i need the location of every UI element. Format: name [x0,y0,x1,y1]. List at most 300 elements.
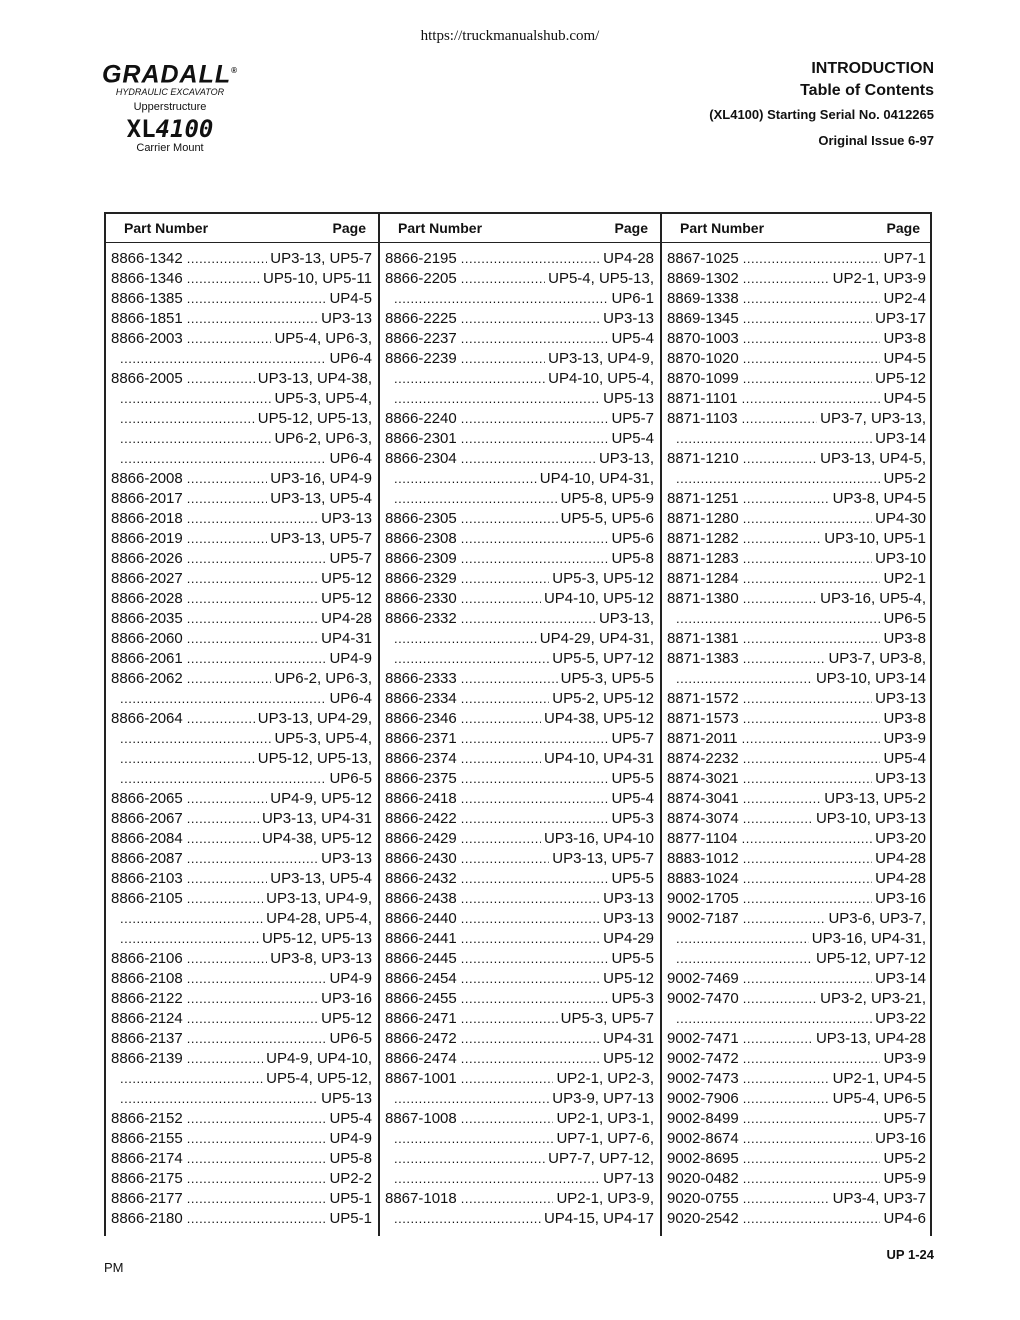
page-reference: UP5-1 [329,1209,372,1227]
table-row [662,368,932,388]
page-reference: UP6-4 [329,349,372,367]
table-row [662,1168,932,1188]
table-row [662,948,932,968]
part-number: 8866-2060 [111,629,183,647]
page-reference: UP3-13, UP4-38, [257,369,372,387]
page-reference: UP3-22 [875,1009,926,1027]
page-reference: UP5-8 [329,1149,372,1167]
dot-leader [461,451,596,466]
dot-leader [187,891,263,906]
page-reference: UP5-4, UP5-13, [548,269,654,287]
dot-leader [187,491,268,506]
page-reference: UP4-38, UP5-12 [543,709,654,727]
table-row [106,728,378,748]
page-reference: UP5-5 [611,949,654,967]
page-reference: UP4-28 [875,849,926,867]
table-row [106,1148,378,1168]
dot-leader [461,831,541,846]
dot-leader [743,1151,881,1166]
page-reference: UP3-13, UP5-7 [270,529,372,547]
table-row [380,788,660,808]
page-reference: UP4-15, UP4-17 [543,1209,654,1227]
table-row [106,248,378,268]
table-row [106,568,378,588]
table-row [380,928,660,948]
table-row [106,1188,378,1208]
part-number: 8871-1251 [667,489,739,507]
part-number: 8866-2374 [385,749,457,767]
page-header [709,58,934,154]
part-number: 8871-1103 [667,409,738,427]
part-number: 8866-2139 [111,1049,183,1067]
dot-leader [743,551,872,566]
table-row [662,708,932,728]
dot-leader [120,911,263,926]
part-number: 8866-2084 [111,829,183,847]
table-row [662,508,932,528]
dot-leader [461,611,596,626]
part-number: 9002-7906 [667,1089,739,1107]
page-reference: UP5-12 [603,969,654,987]
dot-leader [187,271,260,286]
page-reference: UP5-12 [321,589,372,607]
table-row [380,348,660,368]
page-reference: UP5-4, UP6-5 [832,1089,926,1107]
table-row [380,848,660,868]
table-row [106,908,378,928]
part-number: 8866-2017 [111,489,183,507]
part-number: 8866-2371 [385,729,457,747]
part-number: 8866-2067 [111,809,183,827]
part-number: 8866-2304 [385,449,457,467]
page-reference: UP3-16 [875,1129,926,1147]
dot-leader [394,1171,600,1186]
table-row [106,268,378,288]
page-reference: UP4-10, UP5-12 [543,589,654,607]
table-row [106,688,378,708]
page-reference: UP3-13 [875,689,926,707]
serial-number: (XL4100) Starting Serial No. 0412265 [709,107,934,122]
table-row [662,1128,932,1148]
part-number: 8874-3041 [667,789,739,807]
page-reference: UP5-4, UP6-3, [274,329,372,347]
page-reference: UP3-9 [883,1049,926,1067]
table-row [380,1028,660,1048]
part-number: 8869-1345 [667,309,739,327]
table-row [106,828,378,848]
table-row [662,748,932,768]
part-number: 8871-1284 [667,569,739,587]
part-number: 8866-2305 [385,509,457,527]
dot-leader [461,851,550,866]
page-reference: UP4-30 [875,509,926,527]
table-row [380,768,660,788]
dot-leader [743,691,872,706]
part-number: 8866-2064 [111,709,183,727]
page-reference: UP3-13 [603,309,654,327]
table-row [106,1048,378,1068]
page-reference: UP3-13 [321,849,372,867]
part-number: 8866-2422 [385,809,457,827]
page-reference: UP5-4 [883,749,926,767]
part-number: 8866-2333 [385,669,457,687]
dot-leader [187,611,318,626]
page-reference: UP3-13 [875,769,926,787]
page-reference: UP3-10, UP5-1 [824,529,926,547]
table-row [380,248,660,268]
part-number: 8866-2062 [111,669,183,687]
page-reference: UP4-31 [603,1029,654,1047]
dot-leader [461,311,600,326]
page-reference: UP5-4 [611,789,654,807]
dot-leader [743,451,817,466]
table-row [662,628,932,648]
dot-leader [187,371,255,386]
page-reference: UP5-9 [883,1169,926,1187]
dot-leader [461,811,609,826]
dot-leader [743,1111,881,1126]
part-number: 8883-1024 [667,869,739,887]
dot-leader [461,1111,554,1126]
part-number: 8866-2239 [385,349,457,367]
page-reference: UP3-10, UP3-14 [815,669,926,687]
dot-leader [676,471,880,486]
dot-leader [743,311,872,326]
table-row [380,428,660,448]
header-part-number: Part Number [124,220,209,236]
page-reference: UP5-3, UP5-4, [274,389,372,407]
dot-leader [187,331,272,346]
page-reference: UP6-4 [329,689,372,707]
table-row [380,1148,660,1168]
table-row [662,428,932,448]
part-number: 8871-1380 [667,589,739,607]
page-reference: UP5-3 [611,809,654,827]
page-reference: UP3-13, UP4-9, [548,349,654,367]
table-row [380,648,660,668]
table-row [662,988,932,1008]
dot-leader [461,1191,554,1206]
page-reference: UP3-9 [883,729,926,747]
table-row [106,948,378,968]
part-number: 8866-2180 [111,1209,183,1227]
page-reference: UP4-29, UP4-31, [539,629,654,647]
part-number: 8866-2205 [385,269,457,287]
table-row [380,1068,660,1088]
table-row [662,548,932,568]
part-number: 8866-1346 [111,269,183,287]
column-header [380,214,660,243]
table-row [380,488,660,508]
table-row [106,408,378,428]
page-reference: UP4-28, UP5-4, [266,909,372,927]
table-row [106,1008,378,1028]
page-reference: UP4-5 [883,349,926,367]
part-number: 8869-1302 [667,269,739,287]
index-column-2 [380,214,662,1236]
part-number: 9002-7187 [667,909,739,927]
part-number: 8866-2195 [385,249,457,267]
page-reference: UP3-14 [875,969,926,987]
page-reference: UP3-6, UP3-7, [828,909,926,927]
page-reference: UP3-16, UP4-31, [811,929,926,947]
page-reference: UP3-7, UP3-8, [828,649,926,667]
dot-leader [743,971,872,986]
table-row [380,688,660,708]
parts-index-table [104,212,932,1236]
dot-leader [394,651,549,666]
page-reference: UP3-13, UP4-9, [266,889,372,907]
gradall-logo [100,58,240,154]
table-row [106,288,378,308]
page-reference: UP4-9, UP5-12 [270,789,372,807]
dot-leader [676,611,880,626]
dot-leader [394,1131,553,1146]
dot-leader [461,551,609,566]
table-row [380,748,660,768]
table-row [106,368,378,388]
dot-leader [394,631,537,646]
part-number: 8866-2375 [385,769,457,787]
page-reference: UP3-8 [883,629,926,647]
table-row [380,1128,660,1148]
dot-leader [187,1031,327,1046]
page-reference: UP5-3, UP5-4, [274,729,372,747]
page-reference: UP5-2, UP5-12 [552,689,654,707]
table-row [662,1028,932,1048]
dot-leader [187,811,259,826]
page-reference: UP7-7, UP7-12, [548,1149,654,1167]
dot-leader [461,271,545,286]
dot-leader [394,371,545,386]
dot-leader [461,511,558,526]
dot-leader [461,771,609,786]
table-row [106,428,378,448]
part-number: 8866-2018 [111,509,183,527]
page-reference: UP5-13 [603,389,654,407]
dot-leader [187,511,318,526]
dot-leader [120,751,255,766]
table-row [380,888,660,908]
part-number: 8870-1020 [667,349,739,367]
dot-leader [187,1011,318,1026]
table-row [662,868,932,888]
dot-leader [461,911,600,926]
dot-leader [676,951,813,966]
dot-leader [743,1091,830,1106]
dot-leader [743,1071,830,1086]
table-row [662,688,932,708]
part-number: 8866-2106 [111,949,183,967]
part-number: 8866-2418 [385,789,457,807]
table-row [662,588,932,608]
table-row [662,288,932,308]
page-reference: UP6-2, UP6-3, [274,429,372,447]
part-number: 8866-2334 [385,689,457,707]
part-number: 8866-2445 [385,949,457,967]
part-number: 8867-1001 [385,1069,457,1087]
page-reference: UP3-2, UP3-21, [820,989,926,1007]
table-row [106,1168,378,1188]
dot-leader [461,991,609,1006]
page-reference: UP4-5 [329,289,372,307]
dot-leader [187,1111,327,1126]
page-reference: UP5-3, UP5-12 [552,569,654,587]
part-number: 9002-7470 [667,989,739,1007]
part-number: 8866-2474 [385,1049,457,1067]
page-reference: UP3-13 [603,889,654,907]
table-row [106,608,378,628]
brand-name: GRADALL® [101,60,239,89]
part-number: 8866-2471 [385,1009,457,1027]
part-number: 9002-7473 [667,1069,739,1087]
section-title: INTRODUCTION [811,60,934,77]
table-row [662,248,932,268]
dot-leader [743,1031,813,1046]
part-number: 8866-1342 [111,249,183,267]
part-number: 8871-1101 [667,389,738,407]
table-row [380,728,660,748]
header-part-number: Part Number [398,220,483,236]
table-row [106,968,378,988]
dot-leader [187,791,268,806]
dot-leader [461,691,550,706]
table-row [662,808,932,828]
page-reference: UP5-4 [611,329,654,347]
dot-leader [394,391,600,406]
table-row [106,1068,378,1088]
page-reference: UP4-28 [603,249,654,267]
part-number: 8870-1003 [667,329,739,347]
index-column-1 [106,214,380,1236]
dot-leader [187,1211,327,1226]
page-reference: UP4-29 [603,929,654,947]
part-number: 8866-2137 [111,1029,183,1047]
part-number: 8866-2454 [385,969,457,987]
table-row [380,608,660,628]
page-reference: UP4-31 [321,629,372,647]
page-reference: UP3-13, UP4-31 [261,809,372,827]
page-reference: UP4-38, UP5-12 [261,829,372,847]
part-number: 8869-1338 [667,289,739,307]
table-row [662,448,932,468]
part-number: 8866-2309 [385,549,457,567]
page-reference: UP3-13 [321,309,372,327]
page-reference: UP6-4 [329,449,372,467]
page-reference: UP3-8 [883,329,926,347]
table-row [106,708,378,728]
table-row [380,1088,660,1108]
dot-leader [743,591,817,606]
dot-leader [187,1191,327,1206]
part-number: 8866-2440 [385,909,457,927]
page-reference: UP5-12, UP5-13 [261,929,372,947]
header-page: Page [614,220,648,236]
table-row [106,548,378,568]
page-reference: UP6-5 [329,1029,372,1047]
page-reference: UP5-12, UP5-13, [257,749,372,767]
column-rows [662,243,932,1228]
dot-leader [742,411,817,426]
page-reference: UP5-6 [611,529,654,547]
part-number: 8866-2124 [111,1009,183,1027]
page-reference: UP3-10 [875,549,926,567]
page-reference: UP5-12 [875,369,926,387]
table-row [380,868,660,888]
part-number: 8867-1025 [667,249,739,267]
part-number: 8871-1282 [667,529,739,547]
table-row [380,948,660,968]
part-number: 8866-2429 [385,829,457,847]
page-reference: UP5-13 [321,1089,372,1107]
table-row [662,528,932,548]
table-row [106,748,378,768]
page-reference: UP5-12 [603,1049,654,1067]
part-number: 8866-2008 [111,469,183,487]
page-reference: UP5-4 [329,1109,372,1127]
table-row [106,488,378,508]
part-number: 8866-2330 [385,589,457,607]
part-number: 8866-2332 [385,609,457,627]
dot-leader [461,411,609,426]
dot-leader [461,711,541,726]
page-reference: UP4-28 [875,869,926,887]
dot-leader [187,711,255,726]
dot-leader [394,1151,545,1166]
page-reference: UP4-10, UP5-4, [548,369,654,387]
dot-leader [742,391,881,406]
dot-leader [461,791,609,806]
page-reference: UP4-9, UP4-10, [266,1049,372,1067]
page-reference: UP3-20 [875,829,926,847]
column-rows [380,243,660,1228]
part-number: 8866-2225 [385,309,457,327]
source-url[interactable]: https://truckmanualshub.com/ [420,28,600,44]
dot-leader [743,1211,881,1226]
page-reference: UP5-3, UP5-7 [560,1009,654,1027]
dot-leader [461,1051,600,1066]
part-number: 8874-3074 [667,809,739,827]
dot-leader [187,651,327,666]
page-reference: UP5-4, UP5-12, [266,1069,372,1087]
part-number: 8866-2108 [111,969,183,987]
part-number: 8866-2155 [111,1129,183,1147]
dot-leader [743,291,881,306]
dot-leader [461,1031,600,1046]
dot-leader [120,731,271,746]
page-reference: UP4-10, UP4-31, [539,469,654,487]
page-reference: UP5-1 [329,1189,372,1207]
dot-leader [120,451,326,466]
dot-leader [743,851,872,866]
table-row [106,988,378,1008]
dot-leader [743,1191,830,1206]
part-number: 8866-2441 [385,929,457,947]
table-row [106,1088,378,1108]
page-reference: UP7-1, UP7-6, [556,1129,654,1147]
page-reference: UP5-12 [321,569,372,587]
part-number: 8870-1099 [667,369,739,387]
dot-leader [187,591,318,606]
part-number: 8866-2105 [111,889,183,907]
table-row [380,588,660,608]
table-row [380,548,660,568]
dot-leader [187,251,268,266]
part-number: 8866-2430 [385,849,457,867]
dot-leader [187,951,268,966]
dot-leader [743,711,881,726]
dot-leader [461,731,609,746]
